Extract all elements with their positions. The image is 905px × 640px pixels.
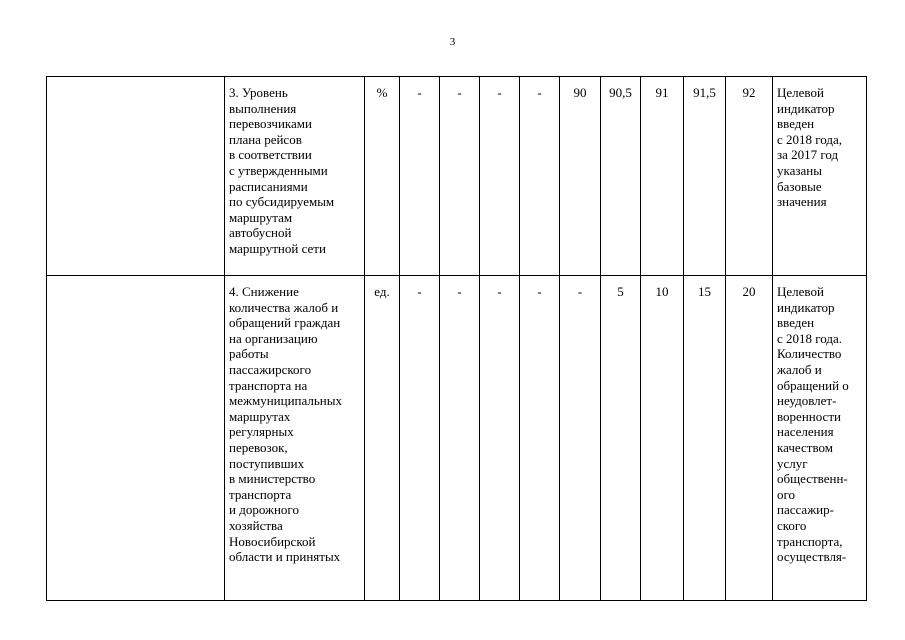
value-cell: 92 [726, 77, 773, 276]
value-cell: 10 [641, 276, 684, 601]
indicator-name-cell: 4. Снижение количества жалоб и обращений граждан на организацию работы пассажирского транспорта на межмуниципальных маршрутах регулярных перевозок, поступивших в министерство транспорта и дорожного хозяйства Новосибирской области и принятых [225, 276, 365, 601]
value-cell: - [560, 276, 601, 601]
value-cell: - [480, 276, 520, 601]
goal-cell [47, 77, 225, 276]
value-cell: 90,5 [601, 77, 641, 276]
value-cell: - [440, 276, 480, 601]
unit-cell: ед. [365, 276, 400, 601]
value-cell: - [440, 77, 480, 276]
goal-cell [47, 276, 225, 601]
value-cell: 91,5 [684, 77, 726, 276]
value-cell: - [520, 77, 560, 276]
note-cell: Целевой индикатор введен с 2018 года, за 2017 год указаны базовые значения [773, 77, 867, 276]
value-cell: - [480, 77, 520, 276]
indicators-table [46, 76, 867, 601]
value-cell: 90 [560, 77, 601, 276]
note-cell: Целевой индикатор введен с 2018 года. Количество жалоб и обращений о неудовлет- воренности населения качеством услуг общественн- ого пассажир- ского транспорта, осуществля- [773, 276, 867, 601]
page-number: 3 [449, 36, 456, 48]
value-cell: - [400, 77, 440, 276]
value-cell: 15 [684, 276, 726, 601]
value-cell: - [520, 276, 560, 601]
table-row-indicator-4 [47, 276, 867, 601]
value-cell: 5 [601, 276, 641, 601]
value-cell: 91 [641, 77, 684, 276]
table-row-indicator-3 [47, 77, 867, 276]
indicator-name-cell: 3. Уровень выполнения перевозчиками плана рейсов в соответствии с утвержденными расписаниями по субсидируемым маршрутам автобусной маршрутной сети [225, 77, 365, 276]
value-cell: - [400, 276, 440, 601]
unit-cell: % [365, 77, 400, 276]
value-cell: 20 [726, 276, 773, 601]
